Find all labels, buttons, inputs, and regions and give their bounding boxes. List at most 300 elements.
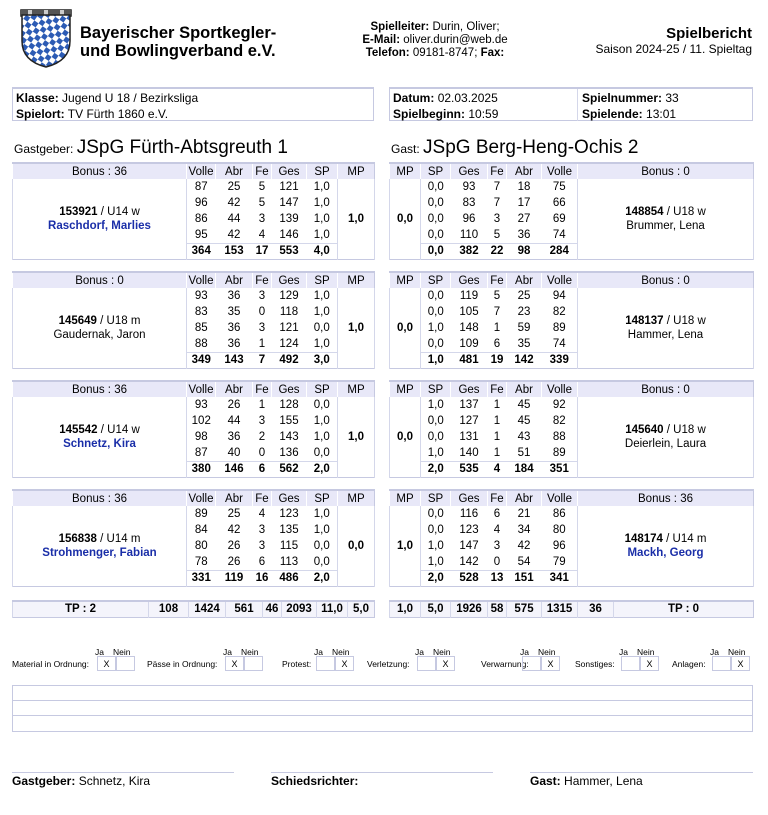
- check-label: Pässe in Ordnung:: [147, 659, 218, 669]
- ja-checkbox[interactable]: X: [225, 656, 244, 671]
- sum-cell: 19: [488, 352, 507, 368]
- column-header: Volle: [542, 272, 578, 288]
- score-cell: 88: [552, 431, 566, 443]
- sum-cell: 151: [507, 570, 542, 586]
- player-name: Hammer, Lena: [627, 328, 704, 341]
- player-id: 145640: [625, 423, 664, 436]
- ja-checkbox[interactable]: [316, 656, 335, 671]
- ja-checkbox[interactable]: [621, 656, 640, 671]
- guest-signature: Gast: Hammer, Lena: [530, 774, 643, 788]
- sum-cell: 153: [216, 243, 253, 259]
- check-group: [367, 647, 463, 673]
- column-header: Ges: [272, 272, 307, 288]
- remarks-line: [13, 701, 752, 716]
- column-header: Volle: [187, 381, 216, 397]
- score-cell: 54: [517, 555, 531, 568]
- score-cell: 83: [194, 306, 208, 318]
- report-title: Spielbericht: [666, 25, 752, 42]
- match-point: 1,0: [338, 179, 375, 259]
- column-header: Fe: [253, 490, 272, 506]
- match-point: 0,0: [390, 179, 421, 259]
- column-header: Volle: [187, 163, 216, 179]
- score-cell: 3: [258, 213, 266, 225]
- column-header: SP: [421, 163, 451, 179]
- score-cell: 86: [194, 213, 208, 225]
- score-cell: 87: [194, 181, 208, 193]
- bonus-label: Bonus : 0: [578, 381, 754, 397]
- nein-header: Nein: [433, 647, 451, 657]
- organization-name: Bayerischer Sportkegler- und Bowlingverband e.V.: [80, 24, 277, 60]
- total-cell: 1,0: [390, 601, 421, 617]
- sum-cell: 382: [451, 243, 488, 259]
- column-header: Volle: [187, 490, 216, 506]
- sum-cell: 4,0: [307, 243, 338, 259]
- player-name: Brummer, Lena: [626, 219, 705, 232]
- score-cell: 23: [517, 306, 531, 318]
- total-cell: TP : 2: [13, 601, 149, 617]
- column-header: MP: [390, 163, 421, 179]
- score-cell: 1,0: [313, 337, 330, 350]
- home-player-table: [12, 162, 375, 260]
- score-cell: 80: [194, 540, 208, 552]
- game-row: [390, 397, 754, 413]
- game-row: [390, 288, 754, 304]
- score-cell: 21: [517, 508, 531, 520]
- sum-cell: 2,0: [421, 570, 451, 586]
- score-cell: 96: [194, 197, 208, 209]
- game-row: [13, 288, 375, 304]
- score-cell: 36: [517, 228, 531, 241]
- column-header: Ges: [272, 490, 307, 506]
- home-player-table: [12, 380, 375, 478]
- score-cell: 0: [258, 306, 266, 318]
- score-cell: 1,0: [313, 181, 330, 193]
- bonus-label: Bonus : 0: [13, 272, 187, 288]
- player-class: / U14 m: [666, 532, 707, 545]
- sum-cell: 3,0: [307, 352, 338, 368]
- remarks-line: [13, 686, 752, 701]
- score-cell: 42: [517, 540, 531, 552]
- guest-team-header: Gast: JSpG Berg-Heng-Ochis 2: [391, 137, 639, 158]
- score-cell: 18: [517, 181, 531, 193]
- score-cell: 2: [258, 431, 266, 443]
- total-cell: 2093: [282, 601, 317, 617]
- check-label: Verwarnung:: [481, 659, 529, 669]
- check-label: Verletzung:: [367, 659, 410, 669]
- score-cell: 0,0: [427, 197, 444, 209]
- score-cell: 136: [279, 446, 299, 459]
- score-cell: 43: [517, 431, 531, 443]
- match-date-box: Datum: 02.03.2025 Spielbeginn: 10:59 Spielnummer: 33 Spielende: 13:01: [389, 87, 753, 121]
- ja-header: Ja: [710, 647, 719, 657]
- score-cell: 0,0: [427, 181, 444, 193]
- total-cell: 561: [226, 601, 263, 617]
- sum-cell: 184: [507, 461, 542, 477]
- column-header: MP: [390, 272, 421, 288]
- sum-cell: 528: [451, 570, 488, 586]
- score-cell: 93: [194, 399, 208, 411]
- check-group: [282, 647, 378, 673]
- column-header: MP: [390, 381, 421, 397]
- sum-cell: 13: [488, 570, 507, 586]
- total-cell: TP : 0: [614, 601, 754, 617]
- column-header: SP: [307, 272, 338, 288]
- score-cell: 26: [227, 540, 241, 552]
- score-cell: 1,0: [313, 197, 330, 209]
- score-cell: 3: [493, 213, 501, 225]
- score-cell: 87: [194, 446, 208, 459]
- sum-cell: 22: [488, 243, 507, 259]
- score-cell: 1,0: [313, 228, 330, 241]
- score-cell: 137: [459, 399, 479, 411]
- score-cell: 143: [279, 431, 299, 443]
- score-cell: 4: [493, 524, 501, 536]
- ja-header: Ja: [314, 647, 323, 657]
- column-header: Abr: [216, 163, 253, 179]
- score-cell: 25: [227, 508, 241, 520]
- score-cell: 80: [552, 524, 566, 536]
- sum-cell: 146: [216, 461, 253, 477]
- sum-cell: 481: [451, 352, 488, 368]
- remarks-line: [13, 716, 752, 731]
- score-cell: 17: [517, 197, 531, 209]
- column-header: Ges: [272, 163, 307, 179]
- sum-cell: 331: [187, 570, 216, 586]
- guest-player-table: [389, 489, 754, 587]
- score-cell: 96: [462, 213, 476, 225]
- player-name: Strohmenger, Fabian: [42, 546, 157, 559]
- check-label: Material in Ordnung:: [12, 659, 90, 669]
- score-cell: 86: [552, 508, 566, 520]
- score-cell: 6: [258, 555, 266, 568]
- column-header: SP: [307, 163, 338, 179]
- score-cell: 7: [493, 306, 501, 318]
- sum-cell: 2,0: [421, 461, 451, 477]
- game-row: [13, 179, 375, 195]
- score-cell: 0,0: [427, 524, 444, 536]
- score-cell: 66: [552, 197, 566, 209]
- score-cell: 3: [493, 540, 501, 552]
- score-cell: 6: [493, 337, 501, 350]
- home-team-name: JSpG Fürth-Abtsgreuth 1: [76, 137, 288, 158]
- score-cell: 82: [552, 415, 566, 427]
- home-player-table: [12, 271, 375, 369]
- score-cell: 113: [279, 555, 299, 568]
- player-name: Raschdorf, Marlies: [48, 219, 151, 232]
- score-cell: 1,0: [313, 213, 330, 225]
- player-class: / U14 w: [100, 423, 140, 436]
- sum-cell: 492: [272, 352, 307, 368]
- match-point: 0,0: [390, 397, 421, 477]
- total-cell: 11,0: [317, 601, 348, 617]
- score-cell: 1: [258, 399, 266, 411]
- score-cell: 1,0: [313, 524, 330, 536]
- sum-cell: 98: [507, 243, 542, 259]
- column-header: Fe: [488, 490, 507, 506]
- nein-header: Nein: [728, 647, 746, 657]
- match-point: 1,0: [338, 397, 375, 477]
- score-cell: 155: [279, 415, 299, 427]
- column-header: SP: [421, 381, 451, 397]
- ja-header: Ja: [223, 647, 232, 657]
- nein-checkbox[interactable]: X: [541, 656, 560, 671]
- score-cell: 44: [227, 415, 241, 427]
- player-class: / U14 w: [100, 205, 140, 218]
- ja-header: Ja: [619, 647, 628, 657]
- score-cell: 123: [459, 524, 479, 536]
- bonus-label: Bonus : 36: [13, 163, 187, 179]
- score-cell: 36: [227, 431, 241, 443]
- total-cell: 1424: [189, 601, 226, 617]
- score-cell: 36: [227, 290, 241, 302]
- column-header: MP: [338, 163, 375, 179]
- bonus-label: Bonus : 36: [13, 490, 187, 506]
- score-cell: 128: [279, 399, 299, 411]
- score-cell: 36: [227, 337, 241, 350]
- check-label: Anlagen:: [672, 659, 706, 669]
- score-cell: 35: [517, 337, 531, 350]
- player-id: 148174: [624, 532, 663, 545]
- player-cell: [13, 506, 187, 586]
- sum-cell: 6: [253, 461, 272, 477]
- score-cell: 75: [552, 181, 566, 193]
- score-cell: 4: [258, 228, 266, 241]
- player-id: 156838: [58, 532, 97, 545]
- nein-checkbox[interactable]: X: [640, 656, 659, 671]
- sum-cell: 486: [272, 570, 307, 586]
- player-class: / U18 w: [666, 314, 706, 327]
- check-group: [575, 647, 671, 673]
- player-class: / U14 m: [100, 532, 141, 545]
- player-id: 153921: [59, 205, 98, 218]
- score-cell: 116: [459, 508, 479, 520]
- check-group: [672, 647, 768, 673]
- total-cell: 58: [488, 601, 507, 617]
- score-cell: 115: [279, 540, 299, 552]
- column-header: SP: [307, 490, 338, 506]
- score-cell: 135: [279, 524, 299, 536]
- ja-checkbox[interactable]: [417, 656, 436, 671]
- sum-cell: 119: [216, 570, 253, 586]
- score-cell: 89: [552, 322, 566, 334]
- score-cell: 121: [279, 322, 299, 334]
- player-name: Deierlein, Laura: [624, 437, 707, 450]
- home-team-header: Gastgeber: JSpG Fürth-Abtsgreuth 1: [14, 137, 288, 158]
- score-cell: 119: [459, 290, 479, 302]
- player-cell: [578, 397, 754, 477]
- score-cell: 3: [258, 322, 266, 334]
- sum-cell: 351: [542, 461, 578, 477]
- score-cell: 1,0: [313, 508, 330, 520]
- player-cell: [13, 179, 187, 259]
- column-header: Ges: [451, 381, 488, 397]
- total-cell: 575: [507, 601, 542, 617]
- column-header: Abr: [507, 163, 542, 179]
- score-cell: 93: [462, 181, 476, 193]
- score-cell: 78: [194, 555, 208, 568]
- home-signature: Gastgeber: Schnetz, Kira: [12, 774, 151, 788]
- score-cell: 4: [258, 508, 266, 520]
- nein-checkbox[interactable]: X: [335, 656, 354, 671]
- score-cell: 7: [493, 197, 501, 209]
- score-cell: 147: [459, 540, 479, 552]
- score-cell: 85: [194, 322, 208, 334]
- score-cell: 105: [459, 306, 479, 318]
- check-group: [12, 647, 131, 673]
- check-group: [147, 647, 259, 673]
- score-cell: 5: [493, 290, 501, 302]
- score-cell: 110: [459, 228, 479, 241]
- score-cell: 1,0: [427, 446, 444, 459]
- sum-cell: 341: [542, 570, 578, 586]
- total-cell: 108: [149, 601, 189, 617]
- bonus-label: Bonus : 36: [13, 381, 187, 397]
- score-cell: 6: [493, 508, 501, 520]
- score-cell: 118: [279, 306, 299, 318]
- sum-cell: 4: [488, 461, 507, 477]
- score-cell: 1,0: [313, 415, 330, 427]
- score-cell: 42: [227, 197, 241, 209]
- score-cell: 94: [552, 290, 566, 302]
- nein-header: Nein: [113, 647, 131, 657]
- column-header: Abr: [216, 490, 253, 506]
- score-cell: 3: [258, 290, 266, 302]
- column-header: MP: [390, 490, 421, 506]
- sum-cell: 2,0: [307, 461, 338, 477]
- score-cell: 0: [493, 555, 501, 568]
- score-cell: 34: [517, 524, 531, 536]
- total-cell: 36: [578, 601, 614, 617]
- score-cell: 3: [258, 540, 266, 552]
- score-cell: 1: [493, 415, 501, 427]
- nein-checkbox[interactable]: X: [731, 656, 750, 671]
- guest-totals-row: [389, 600, 754, 618]
- column-header: Volle: [187, 272, 216, 288]
- column-header: MP: [338, 490, 375, 506]
- total-cell: 5,0: [421, 601, 451, 617]
- column-header: Abr: [507, 272, 542, 288]
- guest-signature-line: [530, 772, 753, 773]
- player-class: / U18 m: [100, 314, 141, 327]
- score-cell: 95: [194, 228, 208, 241]
- sum-cell: 2,0: [307, 570, 338, 586]
- player-cell: [578, 288, 754, 368]
- column-header: SP: [421, 490, 451, 506]
- column-header: MP: [338, 272, 375, 288]
- player-id: 148137: [625, 314, 664, 327]
- score-cell: 25: [517, 290, 531, 302]
- score-cell: 3: [258, 524, 266, 536]
- total-cell: 46: [263, 601, 282, 617]
- report-subtitle: Saison 2024-25 / 11. Spieltag: [595, 42, 752, 56]
- sum-cell: 562: [272, 461, 307, 477]
- ja-checkbox[interactable]: [522, 656, 541, 671]
- score-cell: 0: [258, 446, 266, 459]
- score-cell: 1,0: [427, 399, 444, 411]
- match-point: 0,0: [390, 288, 421, 368]
- guest-player-table: [389, 162, 754, 260]
- guest-team-name: JSpG Berg-Heng-Ochis 2: [423, 137, 639, 158]
- score-cell: 147: [279, 197, 299, 209]
- player-name: Gaudernak, Jaron: [53, 328, 146, 341]
- score-cell: 82: [552, 306, 566, 318]
- player-cell: [578, 506, 754, 586]
- score-cell: 88: [194, 337, 208, 350]
- column-header: Fe: [253, 272, 272, 288]
- sum-cell: 364: [187, 243, 216, 259]
- sum-cell: 284: [542, 243, 578, 259]
- game-row: [13, 397, 375, 413]
- sum-cell: 1,0: [421, 352, 451, 368]
- sum-cell: 380: [187, 461, 216, 477]
- sum-cell: 0,0: [421, 243, 451, 259]
- score-cell: 0,0: [313, 399, 330, 411]
- column-header: MP: [338, 381, 375, 397]
- ja-checkbox[interactable]: X: [97, 656, 116, 671]
- score-cell: 139: [279, 213, 299, 225]
- ja-checkbox[interactable]: [712, 656, 731, 671]
- column-header: SP: [421, 272, 451, 288]
- score-cell: 36: [227, 322, 241, 334]
- score-cell: 42: [227, 228, 241, 241]
- score-cell: 0,0: [427, 508, 444, 520]
- sum-cell: 339: [542, 352, 578, 368]
- score-cell: 5: [258, 181, 266, 193]
- home-player-table: [12, 489, 375, 587]
- referee-signature-line: [271, 772, 493, 773]
- sum-cell: 142: [507, 352, 542, 368]
- score-cell: 148: [459, 322, 479, 334]
- nein-checkbox[interactable]: [244, 656, 263, 671]
- score-cell: 123: [279, 508, 299, 520]
- sum-cell: 17: [253, 243, 272, 259]
- player-cell: [13, 288, 187, 368]
- ja-header: Ja: [415, 647, 424, 657]
- nein-header: Nein: [241, 647, 259, 657]
- ja-header: Ja: [95, 647, 104, 657]
- bonus-label: Bonus : 36: [578, 490, 754, 506]
- nein-checkbox[interactable]: X: [436, 656, 455, 671]
- sum-cell: 143: [216, 352, 253, 368]
- nein-checkbox[interactable]: [116, 656, 135, 671]
- column-header: Abr: [507, 490, 542, 506]
- score-cell: 0,0: [427, 431, 444, 443]
- score-cell: 109: [459, 337, 479, 350]
- score-cell: 5: [493, 228, 501, 241]
- check-group: [481, 647, 577, 673]
- sum-cell: 349: [187, 352, 216, 368]
- score-cell: 1,0: [427, 322, 444, 334]
- score-cell: 0,0: [427, 306, 444, 318]
- score-cell: 0,0: [427, 213, 444, 225]
- nein-header: Nein: [538, 647, 556, 657]
- score-cell: 127: [459, 415, 479, 427]
- player-cell: [578, 179, 754, 259]
- remarks-area[interactable]: [12, 685, 753, 732]
- home-totals-row: [12, 600, 375, 618]
- score-cell: 79: [552, 555, 566, 568]
- score-cell: 0,0: [313, 322, 330, 334]
- player-id: 145649: [58, 314, 97, 327]
- score-cell: 74: [552, 337, 566, 350]
- column-header: Abr: [507, 381, 542, 397]
- player-id: 145542: [59, 423, 98, 436]
- score-cell: 26: [227, 399, 241, 411]
- sum-cell: 7: [253, 352, 272, 368]
- sum-cell: 553: [272, 243, 307, 259]
- column-header: Abr: [216, 381, 253, 397]
- column-header: Volle: [542, 490, 578, 506]
